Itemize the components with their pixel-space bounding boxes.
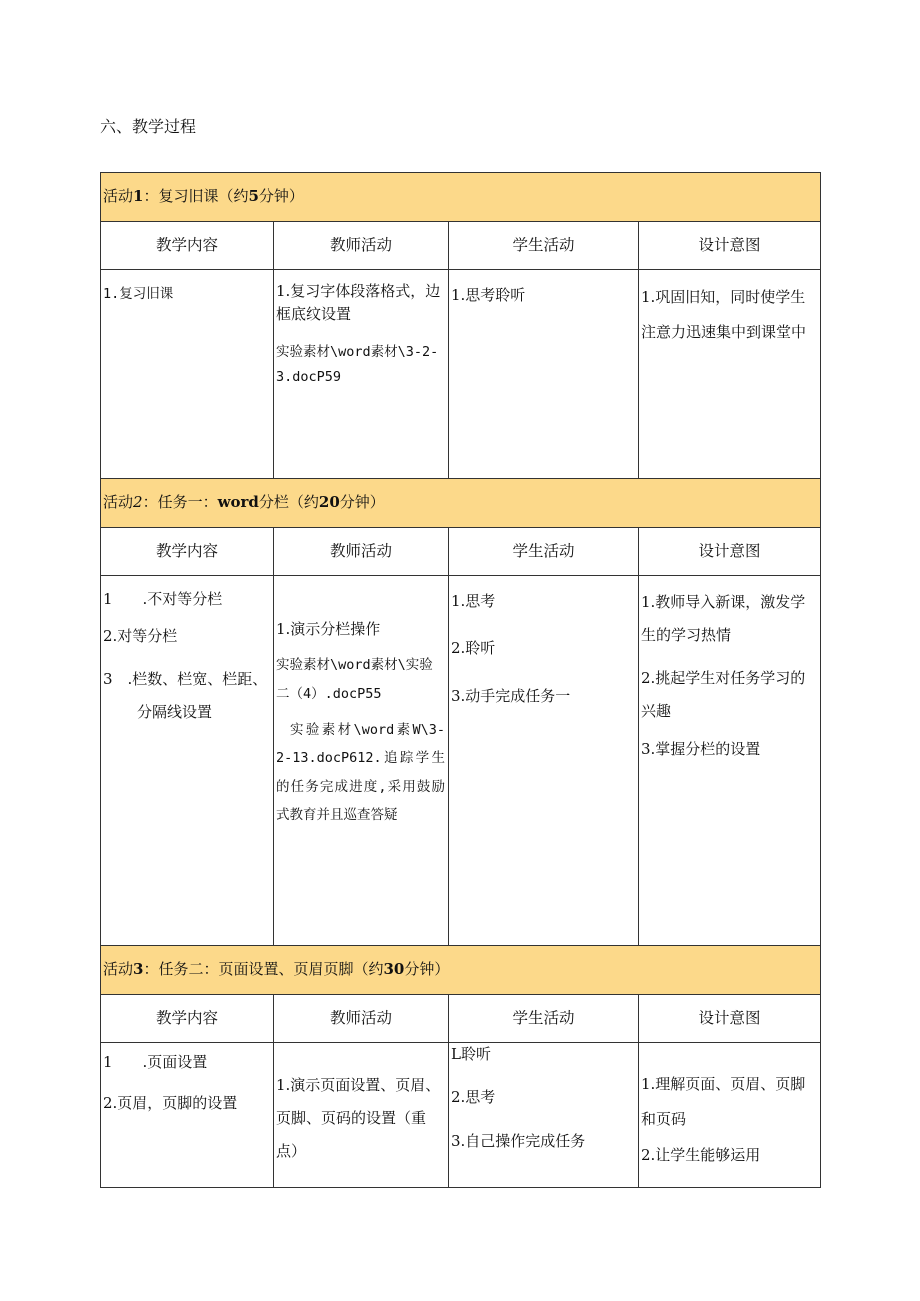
student-item: 1.思考聆听: [451, 286, 526, 304]
teacher-item: 1.演示分栏操作: [276, 620, 381, 638]
activity-2-student: [449, 576, 639, 946]
activity-3-design: [639, 1043, 821, 1188]
design-item: 1.教师导入新课，激发学生的学习热情: [641, 593, 806, 644]
teacher-item: 实验素材\word素材\3-2-3.docP59: [276, 343, 439, 386]
content-item: 1 .不对等分栏: [103, 590, 223, 608]
activity-2-design: [639, 576, 821, 946]
col-header-design: 设计意图: [639, 222, 821, 270]
teacher-item: 实验素材\word素W\3-2-13.docP612.追踪学生的任务完成进度,采用鼓励式教育并且巡查答疑: [276, 721, 445, 823]
activity-1-header-row: [101, 173, 821, 222]
col-header-design: 设计意图: [639, 528, 821, 576]
activity-3-header-row: [101, 946, 821, 995]
column-header-row: [101, 995, 821, 1043]
teacher-item: 1.演示页面设置、页眉、页脚、页码的设置（重点）: [276, 1076, 441, 1160]
column-header-row: [101, 222, 821, 270]
activity-3-body-row: [101, 1043, 821, 1188]
section-heading: 六、教学过程: [100, 117, 197, 136]
student-item: 2.思考: [451, 1088, 496, 1107]
activity-3-teacher: [274, 1043, 449, 1188]
col-header-student: 学生活动: [449, 528, 639, 576]
design-item: 3.掌握分栏的设置: [641, 740, 761, 758]
col-header-teacher: 教师活动: [274, 222, 449, 270]
col-header-content: 教学内容: [101, 995, 274, 1043]
content-item: 2.对等分栏: [103, 627, 178, 646]
student-item: 2.聆听: [451, 639, 496, 658]
activity-1-body-row: [101, 270, 821, 479]
activity-2-body-row: [101, 576, 821, 946]
activity-3-title: 活动3：任务二：页面设置、页眉页脚（约30分钟）: [101, 946, 821, 995]
col-header-content: 教学内容: [101, 528, 274, 576]
teacher-item: 1.复习字体段落格式，边框底纹设置: [276, 282, 441, 324]
activity-1-design: [639, 270, 821, 479]
design-item: 1.理解页面、页眉、页脚和页码: [641, 1075, 806, 1128]
activity-2-content: [101, 576, 274, 946]
col-header-student: 学生活动: [449, 222, 639, 270]
col-header-student: 学生活动: [449, 995, 639, 1043]
design-item: 2.挑起学生对任务学习的兴趣: [641, 669, 806, 720]
student-item: L聆听: [451, 1045, 491, 1063]
content-item: 3 .栏数、栏宽、栏距、分隔线设置: [103, 669, 268, 721]
activity-1-student: [449, 270, 639, 479]
activity-2-header-row: [101, 479, 821, 528]
activity-2-title: 活动2：任务一：word分栏（约20分钟）: [101, 479, 821, 528]
activity-3-student: [449, 1043, 639, 1188]
activity-1-title: 活动1：复习旧课（约5分钟）: [101, 173, 821, 222]
activity-1-teacher: [274, 270, 449, 479]
column-header-row: [101, 528, 821, 576]
col-header-design: 设计意图: [639, 995, 821, 1043]
activity-2-teacher: [274, 576, 449, 946]
col-header-content: 教学内容: [101, 222, 274, 270]
content-item: 2.页眉，页脚的设置: [103, 1094, 238, 1113]
student-item: 3.自己操作完成任务: [451, 1131, 586, 1150]
teacher-item: 实验素材\word素材\实验二（4）.docP55: [276, 657, 433, 702]
design-item: 2.让学生能够运用: [641, 1146, 761, 1164]
content-item: 1 .页面设置: [103, 1053, 208, 1071]
student-item: 3.动手完成任务一: [451, 686, 571, 705]
student-item: 1.思考: [451, 592, 496, 610]
activity-3-content: [101, 1043, 274, 1188]
activity-1-content: [101, 270, 274, 479]
teaching-process-table: [100, 172, 821, 1188]
col-header-teacher: 教师活动: [274, 528, 449, 576]
content-item: 1.复习旧课: [103, 286, 174, 302]
col-header-teacher: 教师活动: [274, 995, 449, 1043]
design-item: 1.巩固旧知，同时使学生注意力迅速集中到课堂中: [641, 288, 807, 342]
